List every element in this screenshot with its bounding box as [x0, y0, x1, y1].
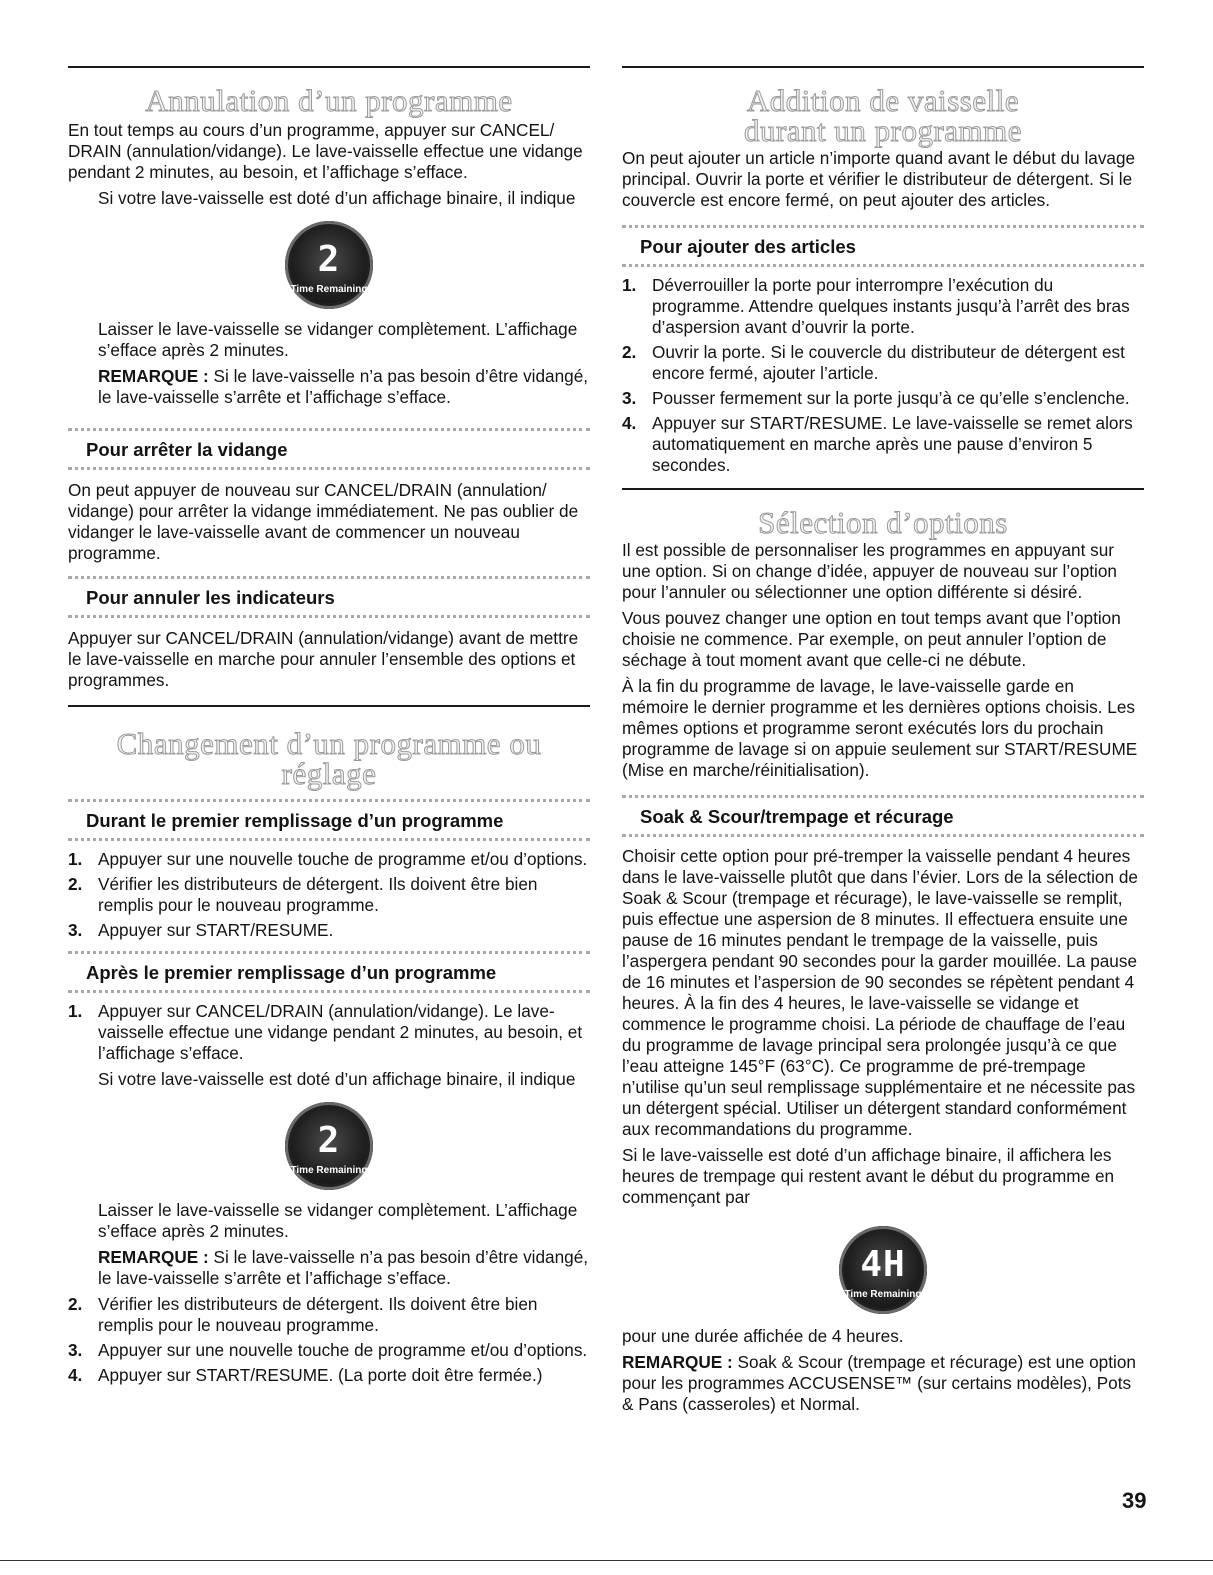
binary-display	[622, 1226, 1144, 1314]
list-item: 4. Appuyer sur START/RESUME. Le lave-vaisselle se remet alors automatiquement en marche après une pause d’environ 5 secondes.	[622, 413, 1133, 475]
section-rule	[68, 66, 590, 68]
binary-display	[68, 221, 590, 309]
list-item: 3. Appuyer sur une nouvelle touche de programme et/ou d’options.	[68, 1340, 588, 1360]
display-caption: Time Remaining	[290, 284, 368, 295]
section-rule	[68, 705, 590, 707]
list-item: 1. Déverrouiller la porte pour interrompre l’exécution du programme. Attendre quelques instants jusqu’à l’arrêt des bras d’aspersion avant d’ouvrir la porte.	[622, 275, 1130, 337]
section-title-annulation: Annulation d’un programme	[145, 83, 513, 118]
section-title-addition	[622, 83, 1144, 148]
list-item: 2. Vérifier les distributeurs de détergent. Ils doivent être bien remplis pour le nouveau programme.	[68, 1294, 538, 1335]
note	[68, 1247, 590, 1289]
steps-durant	[68, 849, 590, 941]
list-item: 3. Pousser fermement sur la porte jusqu’à ce qu’elle s’enclenche.	[622, 388, 1130, 408]
paragraph: Si votre lave-vaisselle est doté d’un affichage binaire, il indique	[98, 188, 576, 208]
steps-apres	[68, 1001, 590, 1064]
page-number: 39	[1122, 1488, 1147, 1513]
display-digits: 4H	[860, 1244, 906, 1285]
subheading-ajouter: Pour ajouter des articles	[622, 225, 1144, 267]
note-text: Si le lave-vaisselle n’a pas besoin d’être vidangé, le lave-vaisselle s’arrête et l’affichage s’efface.	[98, 366, 589, 407]
paragraph: À la fin du programme de lavage, le lave-vaisselle garde en mémoire le dernier programme et les dernières options choisis. Les mêmes options et programme seront exécutés lors du prochain programme de lavage si on appuie seulement sur START/RESUME (Mise en marche/réinitialisation).	[622, 676, 1138, 780]
note-label: REMARQUE :	[98, 1247, 209, 1267]
section-rule	[622, 66, 1144, 68]
paragraph: pour une durée affichée de 4 heures.	[622, 1326, 904, 1346]
list-item: 2. Ouvrir la porte. Si le couvercle du distributeur de détergent est encore fermé, ajouter l’article.	[622, 342, 1125, 383]
display-digits: 2	[317, 1120, 341, 1161]
paragraph: On peut ajouter un article n’importe quand avant le début du lavage principal. Ouvrir la porte et vérifier le distributeur de détergent. Si le couvercle est encore fermé, on peut ajouter des articles.	[622, 148, 1136, 210]
subheading-apres: Après le premier remplissage d’un programme	[68, 951, 590, 993]
paragraph: En tout temps au cours d’un programme, appuyer sur CANCEL/ DRAIN (annulation/vidange). Le lave-vaisselle effectue une vidange pendant 2 minutes, au besoin, et l’affichage s’efface.	[68, 120, 583, 182]
note-label: REMARQUE :	[622, 1352, 733, 1372]
paragraph: Appuyer sur CANCEL/DRAIN (annulation/vidange) avant de mettre le lave-vaisselle en marche pour annuler l’ensemble des options et programmes.	[68, 628, 579, 690]
note-text: Soak & Scour (trempage et récurage) est une option pour les programmes ACCUSENSE™ (sur certains modèles), Pots & Pans (casseroles) et Normal.	[622, 1352, 1136, 1414]
display-dial	[285, 1102, 373, 1190]
left-column	[68, 66, 590, 1386]
list-item: 3. Appuyer sur START/RESUME.	[68, 920, 334, 940]
note-text: Si le lave-vaisselle n’a pas besoin d’être vidangé, le lave-vaisselle s’arrête et l’affichage s’efface.	[98, 1247, 589, 1288]
paragraph: Laisser le lave-vaisselle se vidanger complètement. L’affichage s’efface après 2 minutes.	[98, 1200, 578, 1241]
note	[68, 366, 590, 408]
list-item: 4. Appuyer sur START/RESUME. (La porte doit être fermée.)	[68, 1365, 543, 1385]
display-digits: 2	[317, 239, 341, 280]
paragraph: Choisir cette option pour pré-tremper la vaisselle pendant 4 heures dans le lave-vaisselle plutôt que dans l’évier. Lors de la sélection de Soak & Scour (trempage et récurage), le lave-vaisselle se remplit, puis effectue une aspersion de 8 minutes. Il effectuera ensuite une pause de 16 minutes pendant le trempage de la vaisselle, puis l’aspergera pendant 90 secondes pour la garder mouillée. La pause de 16 minutes et l’aspersion de 90 secondes se répètent pendant 4 heures. À la fin des 4 heures, le lave-vaisselle se vidange et commence le programme choisi. La période de chauffage de l’eau du programme de lavage principal sera prolongée jusqu’à ce que l’eau atteigne 145°F (63°C). Ce programme de pré-trempage n’utilise qu’un seul remplissage supplémentaire et ne nécessite pas un détergent spécial. Utiliser un détergent standard conformément aux recommandations du programme.	[622, 846, 1138, 1139]
subheading-annuler: Pour annuler les indicateurs	[68, 576, 590, 618]
subheading-durant: Durant le premier remplissage d’un programme	[68, 799, 590, 841]
list-item: 1. Appuyer sur une nouvelle touche de programme et/ou d’options.	[68, 849, 588, 869]
paragraph: Vous pouvez changer une option en tout temps avant que l’option choisie ne commence. Par exemple, on peut annuler l’option de séchage à tout moment avant que celle-ci ne débute.	[622, 608, 1121, 670]
right-column	[622, 66, 1144, 1415]
display-caption: Time Remaining	[844, 1289, 922, 1300]
paragraph: Si le lave-vaisselle est doté d’un affichage binaire, il affichera les heures de trempage qui restent avant le début du programme en commençant par	[622, 1145, 1115, 1207]
note-label: REMARQUE :	[98, 366, 209, 386]
section-title-selection: Sélection d’options	[758, 505, 1008, 540]
note	[622, 1352, 1144, 1415]
subheading-arreter: Pour arrêter la vidange	[68, 428, 590, 470]
list-item: 1. Appuyer sur CANCEL/DRAIN (annulation/vidange). Le lave-vaisselle effectue une vidange pendant 2 minutes, au besoin, et l’affichage s’efface.	[68, 1001, 583, 1063]
subheading-soak: Soak & Scour/trempage et récurage	[622, 795, 1144, 837]
steps-ajouter	[622, 275, 1144, 476]
title-line: durant un programme	[743, 113, 1023, 148]
paragraph: Si votre lave-vaisselle est doté d’un affichage binaire, il indique	[98, 1069, 576, 1089]
steps-apres-rest	[68, 1294, 590, 1386]
paragraph: On peut appuyer de nouveau sur CANCEL/DRAIN (annulation/ vidange) pour arrêter la vidange immédiatement. Ne pas oublier de vidanger le lave-vaisselle avant de commencer un nouveau programme.	[68, 480, 579, 563]
title-line: Addition de vaisselle	[746, 83, 1020, 118]
bottom-rule	[0, 1560, 1213, 1561]
display-dial	[839, 1226, 927, 1314]
binary-display	[68, 1102, 590, 1190]
paragraph: Il est possible de personnaliser les programmes en appuyant sur une option. Si on change d’idée, appuyer de nouveau sur l’option pour l’annuler ou sélectionner une option différente si désiré.	[622, 540, 1117, 602]
list-item: 2. Vérifier les distributeurs de détergent. Ils doivent être bien remplis pour le nouveau programme.	[68, 874, 538, 915]
section-rule	[622, 488, 1144, 490]
display-caption: Time Remaining	[290, 1165, 368, 1176]
display-dial	[285, 221, 373, 309]
paragraph: Laisser le lave-vaisselle se vidanger complètement. L’affichage s’efface après 2 minutes.	[98, 319, 578, 360]
section-title-changement: Changement d’un programme ou réglage	[116, 726, 542, 791]
